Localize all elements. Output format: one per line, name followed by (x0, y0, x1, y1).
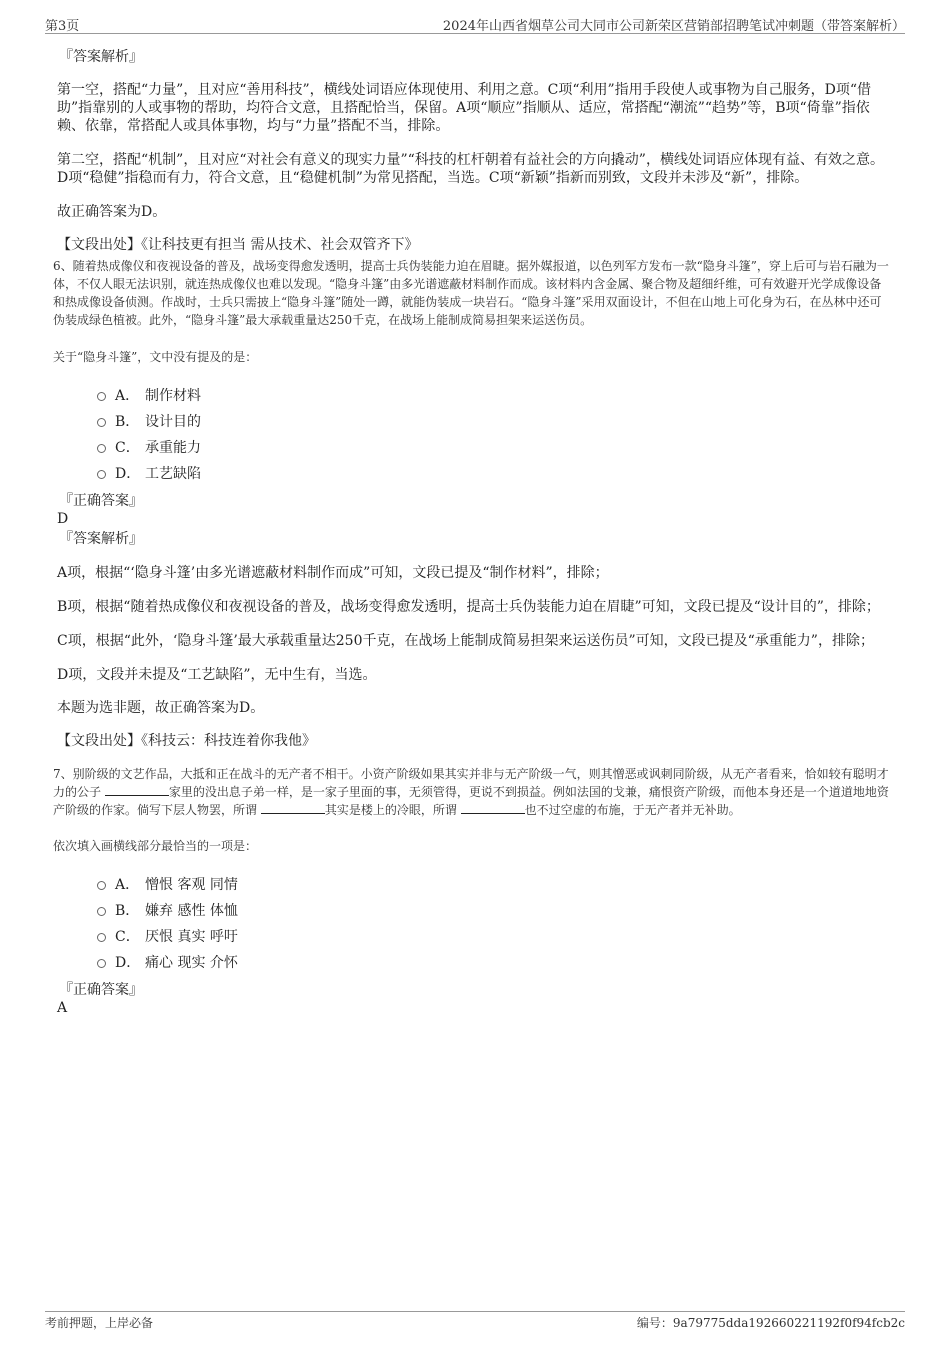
option-letter: A． (115, 877, 140, 893)
q5-analysis-paragraph-2: 第二空，搭配“机制”，且对应“对社会有意义的现实力量”“科技的杠杆朝着有益社会的方向撬动”，横线处词语应体现有益、有效之意。D项“稳健”指稳而有力，符合文意，且“稳健机制”为常见搭配，当选。C项“新颖”指新而别致，文段并未涉及“新”，排除。 (57, 152, 884, 186)
radio-button-icon[interactable] (97, 418, 106, 427)
document-body (53, 48, 892, 1017)
q7-text-part-4: 也不过空虚的布施，于无产者并无补助。 (524, 803, 741, 817)
q6-option-d[interactable] (97, 460, 892, 486)
option-text: 痛心 现实 介怀 (145, 955, 238, 971)
q7-text (53, 765, 892, 819)
document-title: 2024年山西省烟草公司大同市公司新荣区营销部招聘笔试冲刺题（带答案解析） (442, 19, 905, 34)
option-text: 厌恨 真实 呼吁 (145, 929, 238, 945)
option-letter: B． (115, 414, 140, 430)
option-letter: D． (115, 955, 141, 971)
radio-button-icon[interactable] (97, 881, 106, 890)
option-text: 工艺缺陷 (145, 466, 201, 482)
q5-source: 【文段出处】《让科技更有担当 需从技术、社会双管齐下》 (57, 237, 419, 253)
q6-answer-label: 『正确答案』 (59, 493, 143, 509)
q6-analysis-label: 『答案解析』 (59, 531, 143, 547)
radio-button-icon[interactable] (97, 392, 106, 401)
q7-text-part-1: 7、别阶级的文艺作品，大抵和正在战斗的无产者不相干。小资产阶级如果其实并非与无产阶级一气，则其憎恶或讽刺同阶级，从无产者看来，恰如较有聪明才力的公子 (53, 767, 889, 799)
option-letter: D． (115, 466, 141, 482)
q6-options (97, 382, 892, 486)
q5-analysis-label: 『答案解析』 (59, 49, 143, 65)
q7-answer: A (57, 1000, 68, 1016)
fill-blank-2 (261, 803, 325, 814)
q6-text: 6、随着热成像仪和夜视设备的普及，战场变得愈发透明，提高士兵伪装能力迫在眉睫。据外媒报道，以色列军方发布一款“隐身斗篷”，穿上后可与岩石融为一体，不仅人眼无法识别，就连热成像仪也难以发现。“隐身斗篷”由多光谱遮蔽材料制作而成。该材料内含金属、聚合物及超细纤维，可有效避开光学成像设备和热成像设备侦测。作战时，士兵只需披上“隐身斗篷”随处一蹲，就能伪装成一块岩石。“隐身斗篷”采用双面设计，不但在山地上可化身为石，在丛林中还可伪装成绿色植被。此外，“隐身斗篷”最大承载重量达250千克，在战场上能制成简易担架来运送伤员。 (53, 259, 889, 327)
q6-option-c[interactable] (97, 434, 892, 460)
q6-option-b[interactable] (97, 408, 892, 434)
q6-conclusion: 本题为选非题，故正确答案为D。 (57, 700, 265, 716)
page-number: 第3页 (45, 19, 80, 34)
q7-text-part-3: 其实是楼上的冷眼，所谓 (324, 803, 461, 817)
option-text: 承重能力 (145, 440, 201, 456)
q6-option-a[interactable] (97, 382, 892, 408)
q6-analysis-c: C项，根据“此外，‘隐身斗篷’最大承载重量达250千克，在战场上能制成简易担架来运送伤员”可知，文段已提及“承重能力”，排除； (57, 633, 874, 649)
option-letter: C． (115, 440, 140, 456)
radio-button-icon[interactable] (97, 444, 106, 453)
q6-prompt: 关于“隐身斗篷”，文中没有提及的是： (53, 350, 258, 364)
option-letter: B． (115, 903, 140, 919)
document-code: 编号：9a79775dda192660221192f0f94fcb2c (636, 1316, 905, 1330)
option-text: 设计目的 (145, 414, 201, 430)
radio-button-icon[interactable] (97, 933, 106, 942)
option-text: 制作材料 (145, 388, 201, 404)
q7-prompt: 依次填入画横线部分最恰当的一项是： (53, 839, 258, 853)
radio-button-icon[interactable] (97, 470, 106, 479)
q5-conclusion: 故正确答案为D。 (57, 204, 167, 220)
q6-answer: D (57, 511, 69, 527)
q7-options (97, 871, 892, 975)
q7-option-c[interactable] (97, 923, 892, 949)
fill-blank-1 (105, 785, 169, 796)
fill-blank-3 (461, 803, 525, 814)
q5-analysis-paragraph-1: 第一空，搭配“力量”，且对应“善用科技”，横线处词语应体现使用、利用之意。C项“利用”指用手段使人或事物为自己服务，D项“借助”指靠别的人或事物的帮助，均符合文意，且搭配恰当，保留。A项“顺应”指顺从、适应，常搭配“潮流”“趋势”等，B项“倚靠”指依赖、依靠，常搭配人或具体事物，均与“力量”搭配不当，排除。 (57, 82, 872, 134)
q7-text-part-2: 家里的没出息子弟一样，是一家子里面的事，无须管得，更说不到损益。例如法国的戈兼，痛恨资产阶级，而他本身还是一个道道地地资产阶级的作家。倘写下层人物罢，所谓 (53, 785, 889, 817)
option-letter: C． (115, 929, 140, 945)
footer-slogan: 考前押题，上岸必备 (45, 1316, 154, 1330)
option-text: 憎恨 客观 同情 (145, 877, 238, 893)
radio-button-icon[interactable] (97, 907, 106, 916)
q6-analysis-d: D项，文段并未提及“工艺缺陷”，无中生有，当选。 (57, 667, 377, 683)
q7-option-a[interactable] (97, 871, 892, 897)
q7-option-d[interactable] (97, 949, 892, 975)
radio-button-icon[interactable] (97, 959, 106, 968)
option-text: 嫌弃 感性 体恤 (145, 903, 238, 919)
q6-analysis-b: B项，根据“随着热成像仪和夜视设备的普及，战场变得愈发透明，提高士兵伪装能力迫在眉睫”可知，文段已提及“设计目的”，排除； (57, 599, 880, 615)
page-footer (45, 1311, 905, 1331)
q6-analysis-a: A项，根据“‘隐身斗篷’由多光谱遮蔽材料制作而成”可知，文段已提及“制作材料”，排除； (57, 565, 609, 581)
option-letter: A． (115, 388, 140, 404)
q7-option-b[interactable] (97, 897, 892, 923)
q6-source: 【文段出处】《科技云：科技连着你我他》 (57, 733, 316, 749)
page-header (45, 12, 905, 34)
q7-answer-label: 『正确答案』 (59, 982, 143, 998)
